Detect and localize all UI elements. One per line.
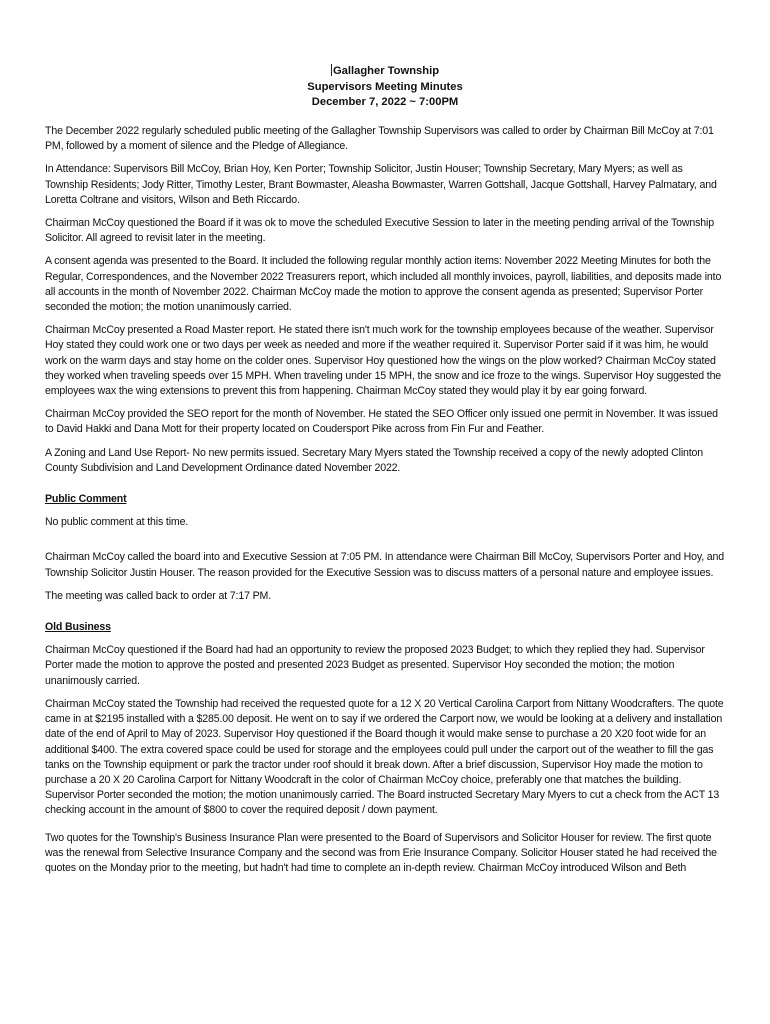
township-title: Gallagher Township bbox=[332, 65, 440, 77]
carport-paragraph: Chairman McCoy stated the Township had received the requested quote for a 12 X 20 Vertical Carolina Carport from Nittany Woodcrafters. The quote came in at $2195 installed with a $285.00 deposit. He went on to say if we ordered the Carport now, we would be looking at a delivery and installation date of the end of April to May of 2023. Supervisor Hoy questioned if the Board though it would make sense to purchase a 20 X20 foot wide for an additional $400. The extra covered space could be used for storage and the employees could pull under the carport out of the weather to fill the gas tanks on the Township equipment or park the tractor under roof should it break down. After a brief discussion, Supervisor Hoy made the motion to purchase a 20 X 20 Carolina Carport for Nittany Woodcraft in the color of Chairman McCoy choice, preferably one that matches the building. Supervisor Porter seconded the motion; the motion unanimously carried. The Board instructed Secretary Mary Myers to cut a check from the ACT 13 checking account in the amount of $800 to cover the required deposit / down payment. bbox=[45, 697, 724, 817]
budget-paragraph: Chairman McCoy questioned if the Board had had an opportunity to review the proposed 2023 Budget; to which they replied they had. Supervisor Porter made the motion to approve the posted and presented 2023 Budget as presented. Supervisor Hoy seconded the motion; the motion unanimously carried. bbox=[45, 644, 705, 687]
text-cursor bbox=[331, 64, 332, 76]
back-to-order-paragraph: The meeting was called back to order at 7:17 PM. bbox=[45, 589, 271, 602]
seo-report-paragraph: Chairman McCoy provided the SEO report for the month of November. He stated the SEO Officer only issued one permit in November. It was issued to David Hakki and Dana Mott for their property located on Coudersport Pike across from Fin Fur and Feather. bbox=[45, 408, 718, 436]
executive-session-defer-paragraph: Chairman McCoy questioned the Board if it was ok to move the scheduled Executive Session to later in the meeting pending arrival of the Township Solicitor. All agreed to revisit later in the meeting. bbox=[45, 217, 714, 245]
meeting-title: Supervisors Meeting Minutes bbox=[307, 80, 463, 93]
public-comment-heading: Public Comment bbox=[45, 493, 127, 506]
document-header bbox=[0, 64, 770, 111]
meeting-date: December 7, 2022 ~ 7:00PM bbox=[311, 96, 459, 108]
old-business-heading: Old Business bbox=[45, 621, 111, 634]
call-to-order-paragraph: The December 2022 regularly scheduled public meeting of the Gallagher Township Supervisors was called to order by Chairman Bill McCoy at 7:01 PM, followed by a moment of silence and the Pledge of Allegiance. bbox=[45, 125, 714, 153]
public-comment-paragraph: No public comment at this time. bbox=[45, 516, 189, 529]
attendance-paragraph: In Attendance: Supervisors Bill McCoy, Brian Hoy, Ken Porter; Township Solicitor, Justin Houser; Township Secretary, Mary Myers; as well as Township Residents; Jody Ritter, Timothy Lester, Brant Bowmaster, Aleasha Bowmaster, Warren Gottshall, Jacque Gottshall, Harvey Palmatary, and Loretta Coltrane and visitors, Wilson and Beth Riccardo. bbox=[45, 163, 717, 206]
insurance-paragraph: Two quotes for the Township's Business Insurance Plan were presented to the Board of Supervisors and Solicitor Houser for review. The first quote was the renewal from Selective Insurance Company and the second was from Erie Insurance Company. Solicitor Houser stated he had received the quotes on the Monday prior to the meeting, but hadn't had time to complete an in-depth review. Chairman McCoy introduced Wilson and Beth bbox=[45, 831, 717, 874]
minutes-body bbox=[45, 124, 728, 876]
header-township-line bbox=[0, 64, 770, 80]
road-master-paragraph: Chairman McCoy presented a Road Master report. He stated there isn't much work for the township employees because of the weather. Supervisor Hoy stated they could work one or two days per week as needed and more if the weather required it. Supervisor Porter said if it was him, he would work on the warm days and stay home on the colder ones. Supervisor Hoy questioned how the wings on the plow worked? Chairman McCoy stated they worked when traveling speeds over 15 MPH. When traveling under 15 MPH, the snow and ice froze to the wings. Supervisor Hoy suggested the employees wax the wing extensions to prevent this from happening. Chairman McCoy stated they would play it by ear going forward. bbox=[45, 324, 722, 398]
consent-agenda-paragraph: A consent agenda was presented to the Board. It included the following regular monthly action items: November 2022 Meeting Minutes for both the Regular, Correspondences, and the November 2022 Treasurers report, which included all monthly invoices, payroll, liabilities, and deposits made into all accounts in the month of November 2022. Chairman McCoy made the motion to approve the consent agenda as presented; Supervisor Porter seconded the motion; the motion unanimously carried. bbox=[45, 255, 722, 314]
executive-session-paragraph: Chairman McCoy called the board into and Executive Session at 7:05 PM. In attendance were Chairman Bill McCoy, Supervisors Porter and Hoy, and Township Solicitor Justin Houser. The reason provided for the Executive Session was to discuss matters of a personal nature and employee issues. bbox=[45, 551, 725, 579]
zoning-report-paragraph: A Zoning and Land Use Report- No new permits issued. Secretary Mary Myers stated the Township received a copy of the newly adopted Clinton County Subdivision and Land Development Ordinance dated November 2022. bbox=[45, 446, 704, 474]
